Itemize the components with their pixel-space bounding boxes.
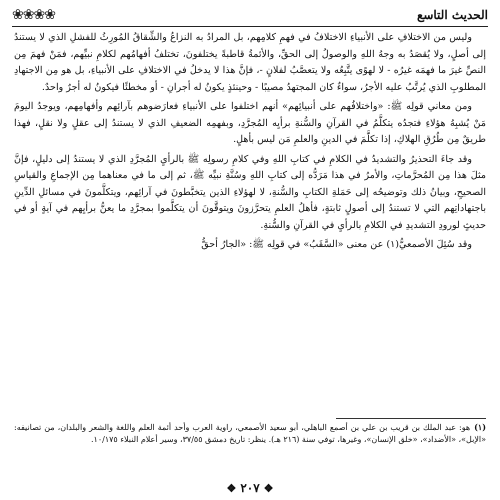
- main-text: [14, 30, 486, 414]
- paragraph-3: وقد جاءَ التحذيرُ والتشديدُ في الكلامِ في كتابِ اللهِ وفي كلامِ رسولِه ﷺ بالرأيِ المُجرَّدِ الذي لا يستندُ إلى دليلٍ، فإنَّ مثلَ هذا مِن المُحرَّماتِ، والأمرُ في هذا مَرَدُّه إلى كتابِ اللهِ وسُنَّةِ نبيِّه ﷺ، ثم إلى ما في معناهما مِن الإجماعِ والقياسِ الصحيحِ، وبيانُ ذلك وتوضيحُه إلى حَمَلةِ الكتابِ والسُّنةِ، لا لهؤلاءِ الذين يتخبَّطونَ في آرائِهم، ويتكلَّمونَ في مسائلِ الدِّينِ باجتهاداتِهم التي لا تستندُ إلى أصولٍ ثابتةٍ، فأهلُ العلمِ يتحرَّزونَ ويتوقَّونَ أن يتكلَّموا بمجرَّدِ ما يعنُّ برأيِهم في آيةٍ أو في حديثٍ لورودِ التشديدِ في الكلامِ بالرأيِ في القرآنِ والسُّنةِ.: [14, 153, 486, 231]
- running-header: [12, 4, 488, 26]
- footnote-text: هو: عبد الملك بن قريب بن علي بن أصمع الباهلي، أبو سعيد الأصمعي، راوية العرب وأحد أئمة العلم واللغة والشعر والبلدان، من تصانيفه: «الإبل»، «الأضداد»، «خلق الإنسان»، وغيرها، توفي سنة (٢١٦ هـ). ينظر: تاريخ دمشق ٣٧/٥٥، وسير أعلام النبلاء ١٠/١٧٥.: [14, 423, 486, 445]
- footnote-rule: [336, 418, 486, 419]
- footnote: [14, 421, 486, 475]
- page-number-block: [0, 478, 500, 498]
- paragraph-1: وليس من الاختلافِ على الأنبياءِ الاختلافُ في فهمِ كلامِهم، بل المرادُ به النزاعُ والشِّقاقُ المُورِثُ للفشلِ الذي لا يستندُ إلى أصلٍ، ولا يُقصَدُ به وجهُ اللهِ والوصولُ إلى الحقِّ، والأئمةُ قاطبةً يختلفونَ، تختلفُ أفهامُهم لكلامِ نبيِّهم، فمَنْ فهمَ مِن النصِّ غيرَ ما فهمَه غيرُه - لا لهوًى يتَّبِعُه ولا يتعصَّبُ لفلانٍ -، فإنَّ هذا لا يدخلُ في الاختلافِ على الأنبياءِ، بل هو مِن الاجتهادِ المطلوبِ الذي يُرتَّبُ عليه الأجرُ، سواءٌ كان المجتهدُ مصيبًا - وحينئذٍ يكونُ له أجرانِ - أو مخطئًا فيكونُ له أجرٌ واحدٌ.: [14, 32, 486, 93]
- paragraph-2: ومن معاني قولِه ﷺ: «واختلافُهم على أنبيائِهم» أنهم اختلفوا على الأنبياءِ فعارَضوهم بآرائِهم وأفهامِهم، ويوجدُ اليومَ مَنْ يُشبِهُ هؤلاءِ فتجدُه يتكلَّمُ في القرآنِ والسُّنةِ برأيِه المُجرَّدِ، وبفهمِه الضعيفِ الذي لا يستندُ إلى عقلٍ ولا نقلٍ، فهذا طريقٌ مِن طُرُقِ الهلاكِ، إذا تكلَّمَ في الدينِ والعلمِ مَن ليس بأهلٍ.: [14, 101, 486, 145]
- header-rule: [12, 26, 488, 27]
- paragraph-4: وقد سُئِلَ الأصمعيُّ(١) عن معنى «السَّقَبُ» في قولِه ﷺ: «الجارُ أحقُّ: [201, 239, 472, 250]
- page-number: ٢٠٧: [240, 481, 260, 495]
- header-ornament-icon: ❀❀❀❀: [12, 7, 55, 23]
- footnote-number: (١): [474, 422, 486, 432]
- page-ornament-icon: ❖: [263, 481, 274, 495]
- chapter-title: الحديث التاسع: [416, 8, 488, 22]
- page-ornament-icon: ❖: [226, 481, 237, 495]
